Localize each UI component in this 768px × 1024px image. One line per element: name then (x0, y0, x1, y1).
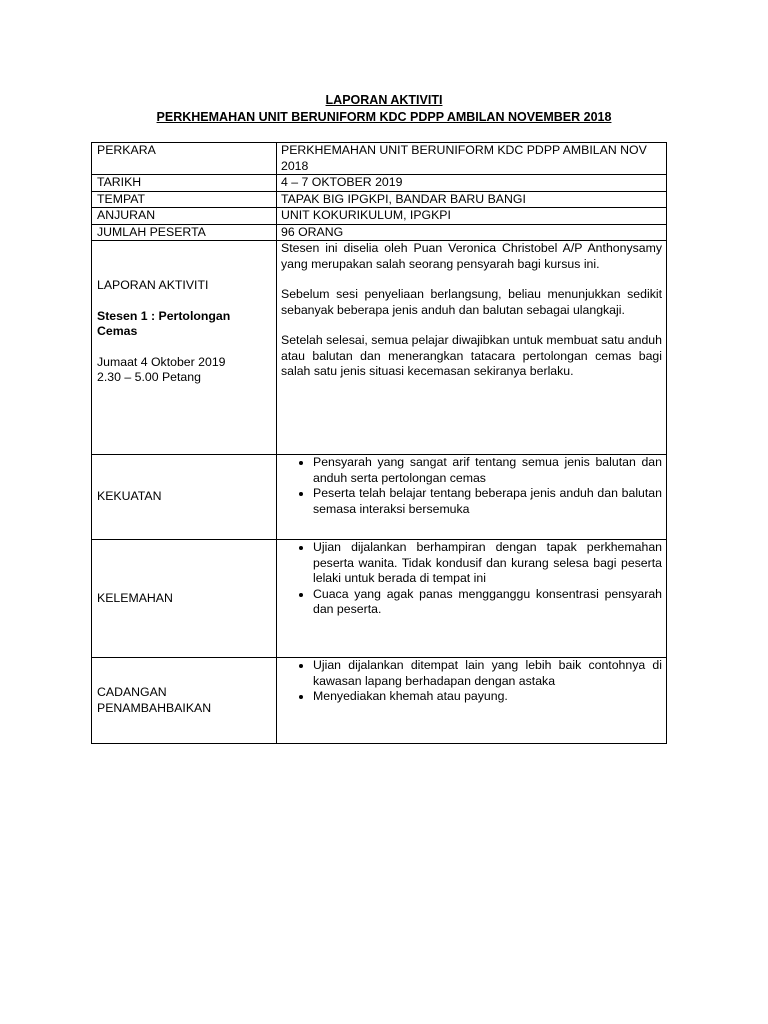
cadangan-list-cell (277, 658, 667, 744)
kelemahan-list (281, 540, 662, 618)
row-value-perkara: PERKHEMAHAN UNIT BERUNIFORM KDC PDPP AMBILAN NOV 2018 (277, 143, 667, 175)
activity-label-cell (92, 241, 277, 455)
list-item: • Cuaca yang agak panas mengganggu konsentrasi pensyarah dan peserta. (313, 587, 662, 618)
table-row (92, 224, 667, 241)
row-label-tarikh: TARIKH (92, 175, 277, 192)
cadangan-label-line1: CADANGAN (97, 685, 167, 699)
row-label-tempat: TEMPAT (92, 191, 277, 208)
kelemahan-label: KELEMAHAN (92, 540, 277, 658)
activity-paragraph: Setelah selesai, semua pelajar diwajibkan untuk membuat satu anduh atau balutan dan menerangkan tatacara pertolongan cemas bagi salah satu jenis situasi kecemasan sekiranya berlaku. (281, 333, 662, 378)
table-row-activity (92, 241, 667, 455)
report-subtitle: PERKHEMAHAN UNIT BERUNIFORM KDC PDPP AMBILAN NOVEMBER 2018 (156, 110, 612, 124)
kekuatan-list-cell (277, 455, 667, 540)
list-item: • Ujian dijalankan berhampiran dengan tapak perkhemahan peserta wanita. Tidak kondusif dan kurang selesa bagi peserta lelaki untuk berada di tempat ini (313, 540, 662, 587)
row-label-anjuran: ANJURAN (92, 208, 277, 225)
list-item: • Pensyarah yang sangat arif tentang semua jenis balutan dan anduh serta pertolongan cemas (313, 455, 662, 486)
kekuatan-label: KEKUATAN (92, 455, 277, 540)
activity-time: 2.30 – 5.00 Petang (97, 370, 201, 384)
list-item: • Menyediakan khemah atau payung. (313, 689, 662, 705)
table-row-kekuatan (92, 455, 667, 540)
table-row (92, 143, 667, 175)
table-row (92, 175, 667, 192)
list-item: • Ujian dijalankan ditempat lain yang lebih baik contohnya di kawasan lapang berhadapan dengan astaka (313, 658, 662, 689)
activity-date: Jumaat 4 Oktober 2019 (97, 354, 226, 369)
activity-paragraph: Stesen ini diselia oleh Puan Veronica Christobel A/P Anthonysamy yang merupakan salah seorang pensyarah bagi kursus ini. (281, 241, 662, 271)
station-title: Stesen 1 : Pertolongan Cemas (97, 308, 231, 338)
row-value-tarikh: 4 – 7 OKTOBER 2019 (277, 175, 667, 192)
kekuatan-list (281, 455, 662, 517)
row-value-anjuran: UNIT KOKURIKULUM, IPGKPI (277, 208, 667, 225)
activity-paragraph: Sebelum sesi penyeliaan berlangsung, beliau menunjukkan sedikit sebanyak beberapa jenis anduh dan balutan sebagai ulangkaji. (281, 287, 662, 317)
table-row-cadangan (92, 658, 667, 744)
table-row (92, 208, 667, 225)
activity-label: LAPORAN AKTIVITI (97, 278, 209, 292)
cadangan-label-line2: PENAMBAHBAIKAN (97, 700, 212, 715)
row-value-jumlah-peserta: 96 ORANG (277, 224, 667, 241)
cadangan-list (281, 658, 662, 705)
report-title: LAPORAN AKTIVITI (325, 93, 443, 107)
list-item: • Peserta telah belajar tentang beberapa jenis anduh dan balutan semasa interaksi bersemuka (313, 486, 662, 517)
activity-description-cell (277, 241, 667, 455)
table-row (92, 191, 667, 208)
row-label-jumlah-peserta: JUMLAH PESERTA (92, 224, 277, 241)
report-table (91, 142, 667, 744)
row-value-tempat: TAPAK BIG IPGKPI, BANDAR BARU BANGI (277, 191, 667, 208)
table-row-kelemahan (92, 540, 667, 658)
row-label-perkara: PERKARA (92, 143, 277, 175)
kelemahan-list-cell (277, 540, 667, 658)
cadangan-label-cell (92, 658, 277, 744)
